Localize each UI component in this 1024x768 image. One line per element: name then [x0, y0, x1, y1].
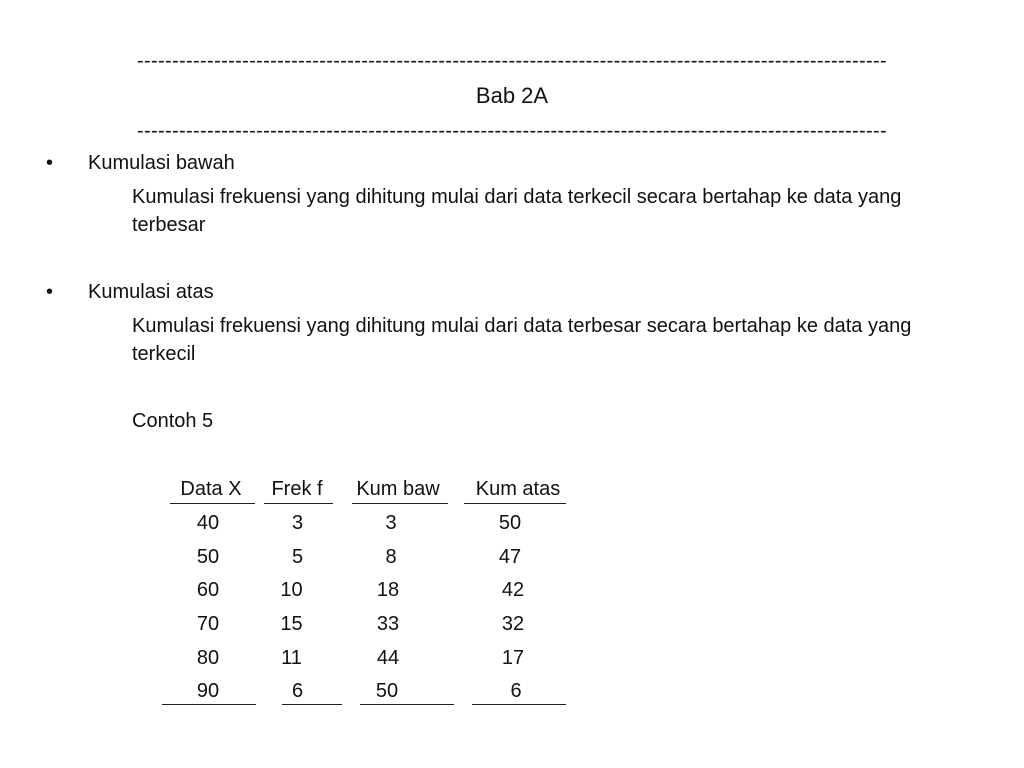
- top-dashed-rule: -----------------------------------------------------------------------------------------------------------: [136, 50, 888, 72]
- table-cell: 6: [510, 680, 522, 702]
- table-header: Frek f: [271, 478, 323, 500]
- table-cell: 60: [196, 579, 220, 601]
- example-label: Contoh 5: [132, 410, 214, 432]
- table-cell: 3: [291, 512, 304, 534]
- table-cell: 50: [375, 680, 399, 702]
- table-cell: 11: [281, 647, 302, 669]
- table-cell: 40: [196, 512, 220, 534]
- bottom-dashed-rule: -----------------------------------------------------------------------------------------------------------: [136, 120, 888, 142]
- table-cell: 80: [196, 647, 220, 669]
- bullet-icon: •: [46, 281, 54, 303]
- bottom-underline: [282, 704, 342, 705]
- table-cell: 70: [196, 613, 220, 635]
- table-header: Kum baw: [356, 478, 440, 500]
- bottom-underline: [360, 704, 454, 705]
- header-underline: [264, 503, 333, 504]
- table-cell: 90: [196, 680, 220, 702]
- table-cell: 8: [385, 546, 397, 568]
- section-description: Kumulasi frekuensi yang dihitung mulai dari data terbesar secara bertahap ke data yang terkecil: [132, 315, 912, 365]
- slide-title: Bab 2A: [475, 83, 549, 108]
- table-cell: 6: [291, 680, 304, 702]
- table-cell: 32: [501, 613, 525, 635]
- table-header: Kum atas: [475, 478, 561, 500]
- header-underline: [170, 503, 255, 504]
- section-description: Kumulasi frekuensi yang dihitung mulai dari data terkecil secara bertahap ke data yang terbesar: [132, 186, 902, 236]
- table-cell: 44: [376, 647, 400, 669]
- bottom-underline: [162, 704, 256, 705]
- table-cell: 47: [498, 546, 522, 568]
- table-cell: 33: [376, 613, 400, 635]
- section-heading: Kumulasi atas: [88, 281, 214, 303]
- table-cell: 15: [280, 613, 303, 635]
- table-cell: 5: [291, 546, 304, 568]
- header-underline: [464, 503, 566, 504]
- bottom-underline: [472, 704, 566, 705]
- table-cell: 3: [385, 512, 397, 534]
- section-heading: Kumulasi bawah: [88, 152, 235, 174]
- table-header: Data X: [180, 478, 242, 500]
- table-cell: 10: [280, 579, 303, 601]
- table-cell: 50: [498, 512, 522, 534]
- table-cell: 50: [196, 546, 220, 568]
- table-cell: 17: [501, 647, 525, 669]
- table-cell: 18: [376, 579, 400, 601]
- bullet-icon: •: [46, 152, 54, 174]
- table-cell: 42: [501, 579, 525, 601]
- header-underline: [352, 503, 448, 504]
